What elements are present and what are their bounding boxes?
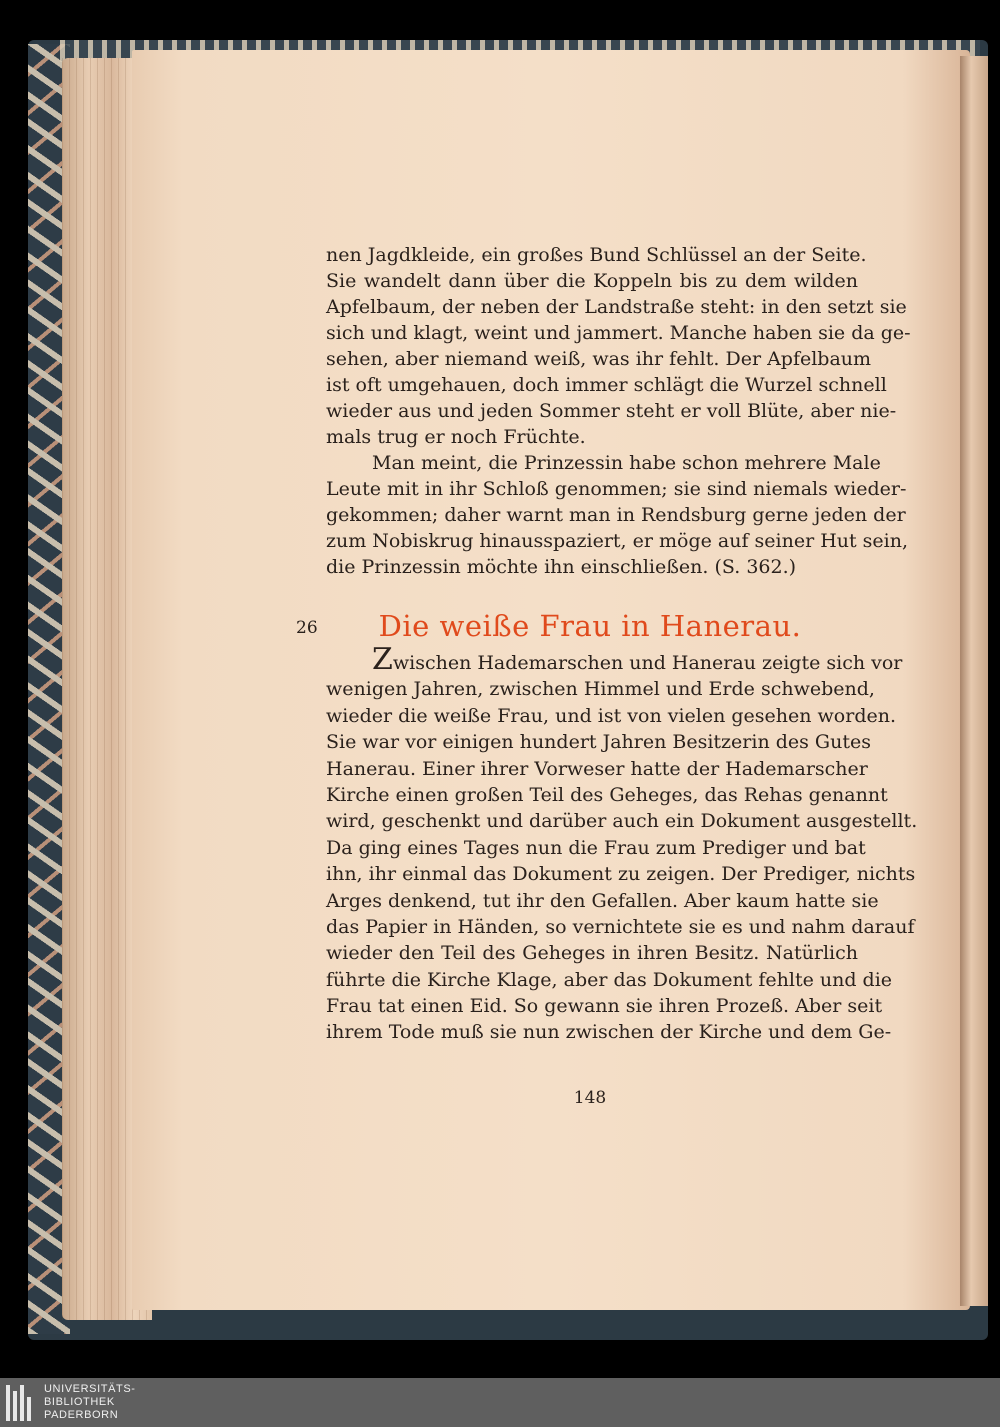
text-line: Apfelbaum, der neben der Landstraße steht: in den setzt sie — [326, 296, 907, 318]
logo-line: BIBLIOTHEK — [44, 1396, 115, 1408]
text-line: führte die Kirche Klage, aber das Dokument fehlte und die — [326, 968, 893, 991]
text-line-rest: wischen Hademarschen und Hanerau zeigte sich vor — [392, 652, 903, 674]
text-line: Man meint, die Prinzessin habe schon mehrere Male — [372, 452, 881, 474]
text-line — [326, 642, 903, 677]
text-line: Hanerau. Einer ihrer Vorweser hatte der Hademarscher — [326, 757, 868, 780]
text-line: Leute mit in ihr Schloß genommen; sie sind niemals wieder- — [326, 478, 907, 500]
book-gutter — [960, 56, 988, 1306]
text-line: wieder aus und jeden Sommer steht er voll Blüte, aber nie- — [326, 400, 897, 422]
text-line: Sie war vor einigen hundert Jahren Besitzerin des Gutes — [326, 731, 871, 754]
library-footer — [0, 1378, 1000, 1427]
library-logo-icon — [6, 1385, 36, 1421]
text-line: das Papier in Händen, so vernichtete sie es und nahm darauf — [326, 915, 915, 938]
text-line: Kirche einen großen Teil des Geheges, das Rehas genannt — [326, 783, 888, 806]
text-block-top — [326, 242, 911, 580]
text-line: sich und klagt, weint und jammert. Manche haben sie da ge- — [326, 322, 911, 344]
drop-cap: Z — [372, 642, 393, 677]
page-number: 148 — [573, 1088, 607, 1108]
text-line: ihrem Tode muß sie nun zwischen der Kirche und dem Ge- — [326, 1021, 892, 1044]
text-line: sehen, aber niemand weiß, was ihr fehlt. Der Apfelbaum — [326, 348, 872, 370]
text-line: Arges denkend, tut ihr den Gefallen. Aber kaum hatte sie — [326, 889, 879, 912]
text-line: ist oft umgehauen, doch immer schlägt die Wurzel schnell — [326, 374, 887, 396]
text-line: wieder die weiße Frau, und ist von vielen gesehen worden. — [326, 704, 897, 727]
text-line: nen Jagdkleide, ein großes Bund Schlüssel an der Seite. — [326, 244, 867, 266]
story-number: 26 — [296, 618, 318, 638]
text-line: wird, geschenkt und darüber auch ein Dokument ausgestellt. — [326, 810, 918, 833]
text-line: wenigen Jahren, zwischen Himmel und Erde schwebend, — [326, 678, 875, 701]
text-line: wieder den Teil des Geheges in ihren Besitz. Natürlich — [326, 942, 858, 965]
library-logo-text — [44, 1383, 136, 1422]
logo-line: UNIVERSITÄTS- — [44, 1383, 136, 1395]
text-line: gekommen; daher warnt man in Rendsburg gerne jeden der — [326, 504, 906, 526]
text-line: Sie wandelt dann über die Koppeln bis zu dem wilden — [326, 270, 858, 292]
logo-line: PADERBORN — [44, 1409, 119, 1421]
text-line: mals trug er noch Früchte. — [326, 426, 586, 448]
text-line: die Prinzessin möchte ihn einschließen. (S. 362.) — [326, 556, 797, 578]
text-block-story — [326, 642, 918, 1046]
text-line: Da ging eines Tages nun die Frau zum Prediger und bat — [326, 836, 866, 859]
text-line: Frau tat einen Eid. So gewann sie ihren Prozeß. Aber seit — [326, 995, 883, 1018]
text-line: zum Nobiskrug hinausspaziert, er möge auf seiner Hut sein, — [326, 530, 909, 552]
text-line: ihn, ihr einmal das Dokument zu zeigen. Der Prediger, nichts — [326, 863, 916, 886]
story-title: Die weiße Frau in Hanerau. — [378, 609, 802, 643]
